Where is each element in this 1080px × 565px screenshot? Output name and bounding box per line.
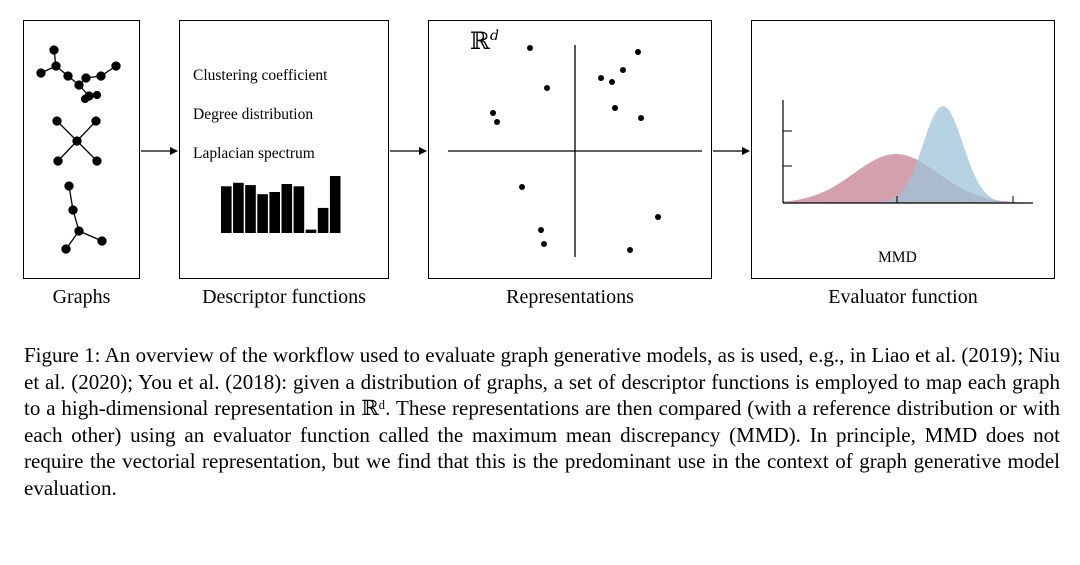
point [538,227,544,233]
graph-tree-icon [37,46,120,103]
point [544,85,550,91]
point [609,79,615,85]
histogram-bar [245,185,256,233]
point [655,214,661,220]
histogram-bar [233,183,244,233]
point [541,241,547,247]
graph-cross-icon [53,117,101,165]
histogram-bar [282,184,293,233]
point [635,49,641,55]
graph-chain-icon [62,182,106,253]
histogram-bar [318,208,329,233]
graphs-label: Graphs [52,286,111,308]
point [638,115,644,121]
space-label: ℝ$^d$ [470,27,499,55]
representations-label: Representations [506,286,634,308]
descriptor-label: Descriptor functions [202,286,366,308]
histogram-bar [269,192,280,233]
representation-axes [448,45,702,257]
histogram-bar [330,176,341,233]
descriptor-item-clustering: Clustering coefficient [193,67,328,84]
point [519,184,525,190]
descriptor-histogram [221,176,341,233]
point [527,45,533,51]
histogram-bar [257,194,268,233]
point [612,105,618,111]
histogram-bar [221,186,232,233]
space-exponent: d [489,28,499,44]
mmd-label: MMD [878,249,917,266]
point [494,119,500,125]
blue-distribution [783,106,1033,203]
point [620,67,626,73]
histogram-bar [306,230,317,233]
point [627,247,633,253]
evaluator-plot [783,100,1033,203]
evaluator-label: Evaluator function [828,286,978,308]
point [490,110,496,116]
point [598,75,604,81]
descriptor-item-laplacian: Laplacian spectrum [193,145,315,162]
histogram-bar [294,186,305,233]
figure-caption: Figure 1: An overview of the workflow used to evaluate graph generative models, as is used, e.g., in Liao et al. (2019); Niu et al. (2020); You et al. (2018): given a distribution of graphs, a set of descriptor functions is employed to map each graph to a high-dimensional representation in ℝᵈ. These representations are then compared (with a reference distribution or with each other) using an evaluator function called the maximum mean discrepancy (MMD). In principle, MMD does not require the vectorial representation, but we find that this is the predominant use in the context of graph generative model evaluation. [24,343,1060,500]
descriptor-item-degree: Degree distribution [193,106,314,123]
